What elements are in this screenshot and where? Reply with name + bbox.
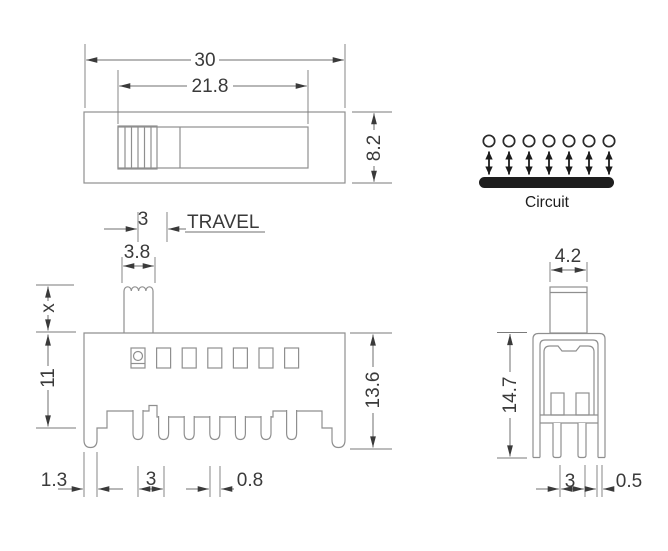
dim-label-13-6: 13.6	[363, 371, 384, 409]
circuit-diagram	[479, 135, 615, 211]
dim-body-height-11	[36, 335, 76, 429]
circuit-double-arrows	[489, 152, 609, 175]
top-view-slot	[118, 127, 308, 168]
dim-knob-height-x	[36, 285, 76, 332]
side-pin-2	[578, 423, 586, 458]
dim-label-8-2: 8.2	[364, 134, 385, 162]
dim-label-0-5: 0.5	[615, 471, 643, 492]
dim-label-side-3: 3	[564, 471, 576, 492]
knob-grip-ridges	[125, 126, 151, 169]
front-view-terminal-windows	[131, 348, 299, 368]
dim-side-height-14-7	[497, 333, 527, 459]
dim-leg-width-1-3	[41, 452, 123, 497]
front-view	[36, 209, 392, 497]
dim-label-travel-3: 3	[137, 209, 149, 230]
side-view	[497, 246, 642, 497]
dim-side-knob-width-4-2	[550, 246, 587, 282]
side-terminal-1	[551, 393, 564, 415]
travel-label: TRAVEL	[187, 212, 260, 233]
side-view-base-plate	[540, 415, 598, 423]
terminal-1-contact-circle	[134, 352, 143, 361]
side-view-knob	[550, 287, 587, 333]
dim-overall-height-13-6	[350, 333, 392, 449]
front-view-knob	[124, 287, 153, 333]
dim-knob-width-3-8	[122, 242, 155, 283]
top-view	[84, 44, 392, 183]
dim-label-1-3: 1.3	[40, 470, 68, 491]
side-terminal-2	[576, 393, 589, 415]
circuit-label: Circuit	[525, 194, 569, 211]
dim-pin-width-0-8	[186, 466, 263, 497]
dim-side-pin-thickness-0-5	[587, 465, 643, 497]
dim-label-3-8: 3.8	[123, 242, 151, 263]
dim-label-14-7: 14.7	[500, 376, 521, 414]
side-pin-1	[553, 423, 561, 458]
dim-side-pin-pitch-3	[536, 465, 585, 497]
dim-label-pitch-3: 3	[145, 469, 157, 490]
dim-pin-pitch-3	[138, 466, 164, 497]
dim-top-height	[352, 112, 392, 183]
dim-label-x: x	[38, 303, 59, 313]
dim-top-slot-width	[118, 70, 308, 124]
dim-label-4-2: 4.2	[554, 246, 582, 267]
top-view-body	[84, 112, 345, 183]
dim-travel	[104, 209, 265, 242]
dim-label-30: 30	[194, 50, 216, 71]
circuit-contacts	[483, 135, 614, 146]
circuit-slider-bar	[479, 177, 614, 188]
dim-label-21-8: 21.8	[191, 76, 229, 97]
dim-label-0-8: 0.8	[236, 470, 264, 491]
dim-label-11: 11	[38, 368, 59, 388]
